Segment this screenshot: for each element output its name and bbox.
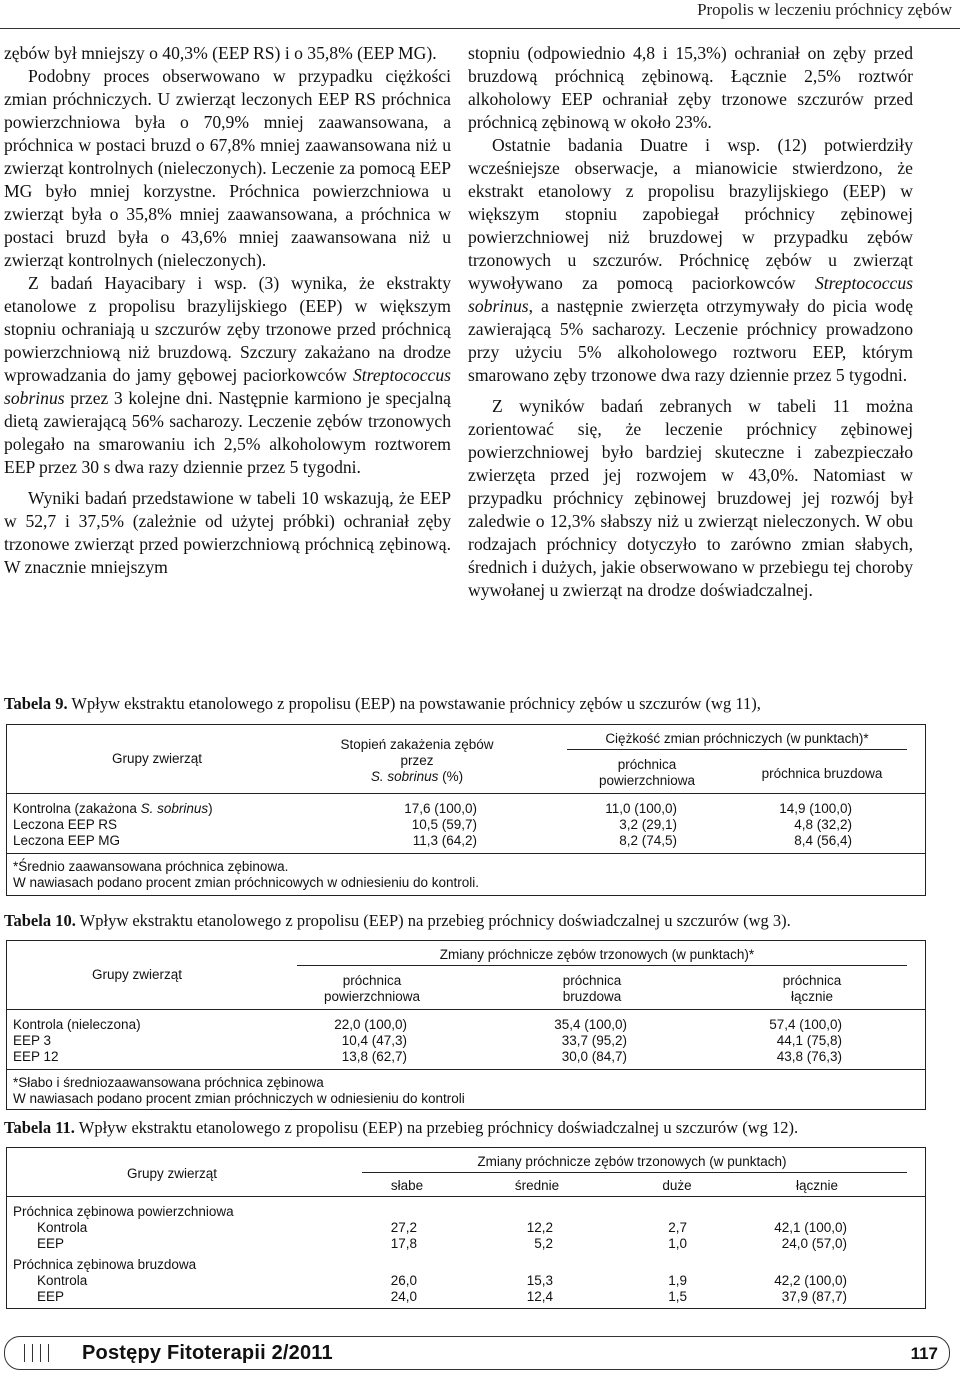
table10-row-3-fissure: 30,0 (84,7) (561, 1049, 627, 1064)
table11-section-surface: Próchnica zębinowa powierzchniowa (13, 1204, 234, 1219)
page-footer (0, 1318, 960, 1370)
table10-subheader-rule (297, 965, 907, 966)
table11-header-medium: średnie (514, 1178, 560, 1193)
table9-header-fissure: próchnica bruzdowa (761, 766, 883, 781)
table11-s2-row-1-total: 42,2 (100,0) (774, 1273, 847, 1288)
table10-header-surface: próchnica powierzchniowa (323, 973, 421, 1004)
table11-s2-row-2-large: 1,5 (668, 1289, 687, 1304)
table9-row-3-group: Leczona EEP MG (13, 833, 121, 848)
table9-subheader-rule (567, 749, 907, 750)
right-paragraph-3: Z wyników badań zebranych w tabeli 11 można zorientować się, że leczenie próchnicy zębinowej powierzchniowej było bardziej skuteczne i zabezpieczało zwierzęta przed jej rozwojem w 43,0%. Natomiast w przypadku próchnicy zębinowej bruzdowej jej rozwój był zaledwie o 12,3% słabszy niż u zwierząt nieleczonych. W obu rodzajach próchnicy dotyczyło to zarówno zmian słabych, średnich i dużych, jakie obserwowano w przebiegu tej choroby wywołanej u zwierząt na drodze doświadczalnej. (468, 396, 913, 600)
table11-s2-row-2-group: EEP (37, 1289, 65, 1304)
footer-tick-4 (48, 1344, 49, 1362)
table11-caption: Tabela 11. Wpływ ekstraktu etanolowego z propolisu (EEP) na przebieg próchnicy doświadczalnej u szczurów (wg 12). (4, 1118, 799, 1137)
footer-tick-2 (32, 1344, 33, 1362)
table9-header-groups: Grupy zwierząt (111, 751, 203, 766)
table9-row-3-surface: 8,2 (74,5) (619, 833, 677, 848)
table9-row-2-group: Leczona EEP RS (13, 817, 118, 832)
table10-header-groups: Grupy zwierząt (91, 967, 183, 982)
table11-s1-row-2-group: EEP (37, 1236, 65, 1251)
journal-name: Postępy Fitoterapii 2/2011 (82, 1342, 333, 1364)
table9-row-1-surface: 11,0 (100,0) (605, 801, 677, 816)
table-11 (6, 1147, 926, 1309)
table9-header-surface: próchnica powierzchniowa (598, 757, 696, 788)
table9-row-1-infection: 17,6 (100,0) (404, 801, 477, 816)
table11-s2-row-1-group: Kontrola (37, 1273, 88, 1288)
table10-row-2-surface: 10,4 (47,3) (341, 1033, 407, 1048)
table10-row-1-fissure: 35,4 (100,0) (554, 1017, 627, 1032)
running-title: Propolis w leczeniu próchnicy zębów (697, 0, 952, 19)
table11-s1-row-2-weak: 17,8 (390, 1236, 417, 1251)
table10-row-3-surface: 13,8 (62,7) (341, 1049, 407, 1064)
table11-s2-row-2-weak: 24,0 (390, 1289, 417, 1304)
table11-subheader-rule (362, 1172, 907, 1173)
table-9 (6, 724, 926, 896)
table11-s2-row-1-large: 1,9 (668, 1273, 687, 1288)
table11-s1-row-1-medium: 12,2 (526, 1220, 553, 1235)
table10-note-2: W nawiasach podano procent zmian próchniczych w odniesieniu do kontroli (13, 1091, 465, 1106)
table9-row-3-infection: 11,3 (64,2) (412, 833, 477, 848)
table11-s2-row-2-total: 37,9 (87,7) (781, 1289, 847, 1304)
right-column (468, 42, 913, 602)
footer-tick-1 (24, 1344, 25, 1362)
table10-row-1-group: Kontrola (nieleczona) (13, 1017, 141, 1032)
header-rule (0, 28, 960, 29)
table11-s2-row-1-medium: 15,3 (526, 1273, 553, 1288)
table11-s1-row-1-large: 2,7 (668, 1220, 687, 1235)
left-paragraph-4: Wyniki badań przedstawione w tabeli 10 wskazują, że EEP w 52,7 i 37,5% (zależnie od użytej próbki) ochraniał zęby trzonowe zwierząt przed powierzchniową próchnicą zębinową. W znacznie mniejszym (4, 488, 451, 577)
table11-s2-row-2-medium: 12,4 (526, 1289, 553, 1304)
table9-row-2-infection: 10,5 (59,7) (411, 817, 477, 832)
left-paragraph-2: Podobny proces obserwowano w przypadku ciężkości zmian próchniczych. U zwierząt leczonych EEP RS próchnica powierzchniowa była o 70,9% mniej zaawansowana, a próchnica w postaci bruzd o 67,8% mniej zaawansowana niż u zwierząt kontrolnych (nieleczonych). Leczenie za pomocą EEP MG było mniej korzystne. Próchnica powierzchniowa u zwierząt była o 35,8% mniej zaawansowana, a próchnica w postaci bruzd była o 43,6% mniej zaawansowana niż u zwierząt kontrolnych (nieleczonych). (4, 66, 451, 270)
table11-s1-row-1-total: 42,1 (100,0) (774, 1220, 847, 1235)
table11-s1-row-1-group: Kontrola (37, 1220, 88, 1235)
table9-row-2-fissure: 4,8 (32,2) (794, 817, 852, 832)
table9-note-2: W nawiasach podano procent zmian próchnicowych w odniesieniu do kontroli. (13, 875, 480, 890)
table11-header-groups: Grupy zwierząt (126, 1166, 218, 1181)
table9-note-1: *Średnio zaawansowana próchnica zębinowa. (13, 859, 289, 874)
right-paragraph-2: Ostatnie badania Duatre i wsp. (12) potwierdziły wcześniejsze obserwacje, a mianowicie stwierdzono, że ekstrakt etanolowy z propolisu brazylijskiego (EEP) w większym stopniu zapobiegał próchnicy zębinowej powierzchniowej niż bruzdowej w przypadku zębów trzonowych u szczurów. Próchnicę zębów u zwierząt wywoływano za pomocą paciorkowców Streptococcus sobrinus, a następnie zwierzęta otrzymywały do picia wodę zawierającą 5% sacharozy. Leczenie próchnicy prowadzono przy użyciu 5% alkoholowego roztworu EEP, którym smarowano zęby trzonowe dwa razy dziennie przez 5 tygodni. (468, 135, 913, 385)
table10-row-2-total: 44,1 (75,8) (776, 1033, 842, 1048)
table11-header-large: duże (662, 1178, 692, 1193)
table9-caption: Tabela 9. Wpływ ekstraktu etanolowego z propolisu (EEP) na powstawanie próchnicy zębów u szczurów (wg 11), (4, 694, 761, 713)
table9-header-severity: Ciężkość zmian próchniczych (w punktach)* (605, 731, 869, 746)
table11-s1-row-2-total: 24,0 (57,0) (781, 1236, 847, 1251)
table10-header-total: próchnica łącznie (782, 973, 842, 1004)
page-number: 117 (910, 1344, 938, 1363)
table11-section-fissure: Próchnica zębinowa bruzdowa (13, 1257, 197, 1272)
table9-row-1-fissure: 14,9 (100,0) (779, 801, 852, 816)
table10-note-1: *Słabo i średniozaawansowana próchnica zębinowa (13, 1075, 324, 1090)
table9-row-3-fissure: 8,4 (56,4) (794, 833, 852, 848)
table10-caption: Tabela 10. Wpływ ekstraktu etanolowego z propolisu (EEP) na przebieg próchnicy doświadczalnej u szczurów (wg 3). (4, 911, 791, 930)
table9-footnote-rule (7, 853, 925, 854)
table11-header-weak: słabe (390, 1178, 424, 1193)
footer-tick-3 (40, 1344, 41, 1362)
table-10 (6, 940, 926, 1110)
table10-header-fissure: próchnica bruzdowa (562, 973, 622, 1004)
left-paragraph-3: Z badań Hayacibary i wsp. (3) wynika, że ekstrakty etanolowe z propolisu brazylijskiego (EEP) w większym stopniu ochraniają u szczurów zęby trzonowe przed próchnicą powierzchniową niż bruzdową. Szczury zakażano na drodze wprowadzania do jamy gębowej paciorkowców Streptococcus sobrinus przez 3 kolejne dni. Następnie karmiono je specjalną dietą zawierającą 56% sacharozy. Leczenie zębów trzonowych polegało na smarowaniu ich 2,5% alkoholowym roztworem EEP przez 30 s dwa razy dziennie przez 5 tygodni. (4, 273, 451, 477)
table9-row-2-surface: 3,2 (29,1) (619, 817, 677, 832)
table10-row-2-fissure: 33,7 (95,2) (561, 1033, 627, 1048)
table11-s1-row-2-medium: 5,2 (534, 1236, 553, 1251)
left-paragraph-1: zębów był mniejszy o 40,3% (EEP RS) i o 35,8% (EEP MG). (4, 43, 437, 63)
table10-row-3-group: EEP 12 (13, 1049, 59, 1064)
table10-row-3-total: 43,8 (76,3) (776, 1049, 842, 1064)
table11-s2-row-1-weak: 26,0 (390, 1273, 417, 1288)
table10-row-1-surface: 22,0 (100,0) (334, 1017, 407, 1032)
right-paragraph-1: stopniu (odpowiednio 4,8 i 15,3%) ochraniał on zęby przed bruzdową próchnicą zębinową. Łącznie 2,5% roztwór alkoholowy EEP ochraniał zęby trzonowe szczurów przed próchnicą zębinową w około 23%. (468, 43, 913, 132)
table11-s1-row-2-large: 1,0 (668, 1236, 687, 1251)
table11-s1-row-1-weak: 27,2 (390, 1220, 417, 1235)
table9-row-1-group: Kontrolna (zakażona S. sobrinus) (13, 801, 213, 816)
table9-header-infection: Stopień zakażenia zębów przez S. sobrinus (%) (340, 737, 494, 784)
table10-footnote-rule (7, 1069, 925, 1070)
table11-header-total: łącznie (795, 1178, 839, 1193)
left-column (4, 42, 451, 579)
table10-row-2-group: EEP 3 (13, 1033, 52, 1048)
table10-row-1-total: 57,4 (100,0) (769, 1017, 842, 1032)
table10-header-changes: Zmiany próchnicze zębów trzonowych (w punktach)* (439, 947, 755, 962)
table11-header-changes: Zmiany próchnicze zębów trzonowych (w punktach) (477, 1154, 787, 1169)
